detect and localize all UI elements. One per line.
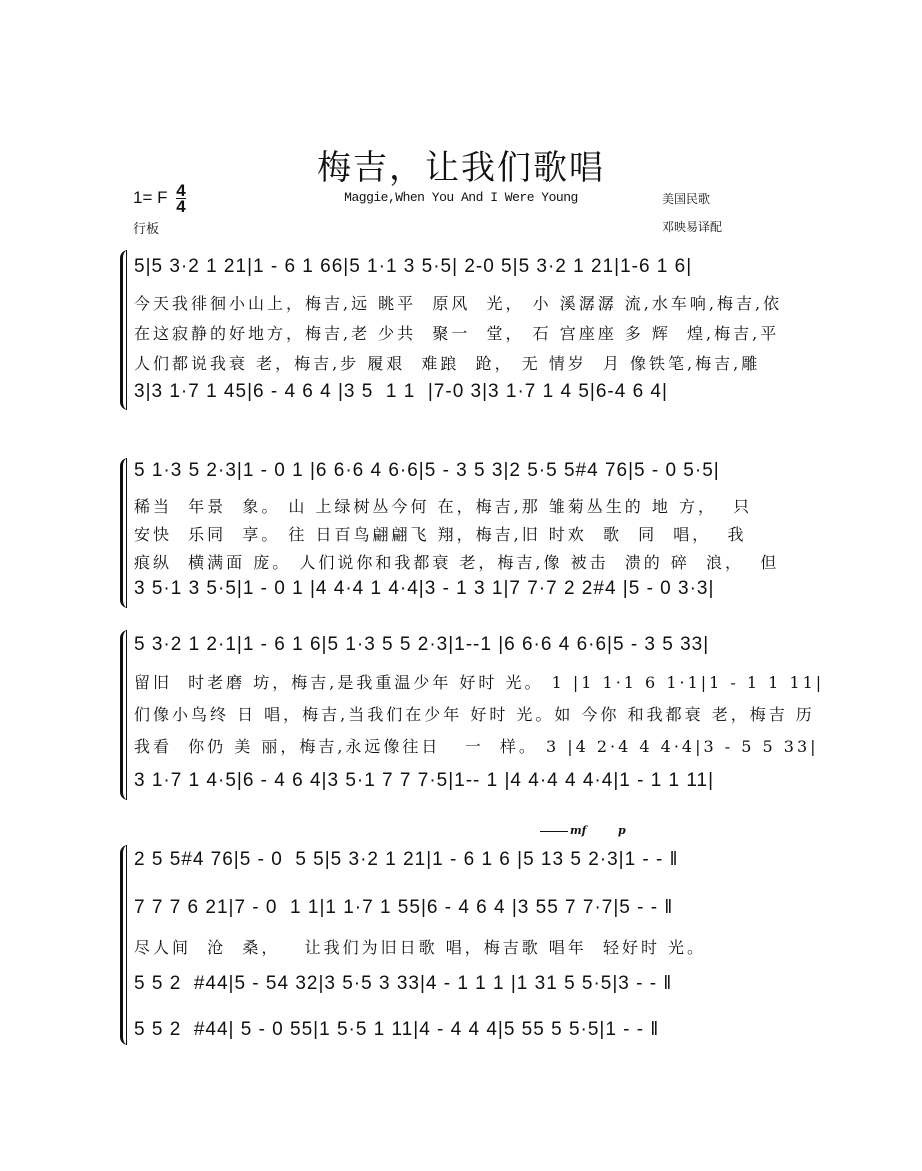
- lyrics-verse-2: 安快 乐同 享。 往 日百鸟翩翩飞 翔，梅吉,旧 时欢 歌 同 唱， 我: [134, 525, 747, 544]
- lyrics-line-1: 留旧 时老磨 坊，梅吉,是我重温少年 好时 光。 1 |1 1·1 6 1·1|1 - 1 1 11|: [134, 673, 825, 692]
- lyrics-verse-3: 人们都说我衰 老，梅吉,步 履艰 难踉 跄， 无 情岁 月 像铁笔,梅吉,雕: [134, 354, 761, 373]
- system-brace: [120, 250, 133, 410]
- system-brace: [120, 458, 133, 608]
- alto-notes: 7 7 7 6 21|7 - 0 1 1|1 1·7 1 55|6 - 4 6 4 |3 55 7 7·7|5 - - ‖: [134, 897, 674, 918]
- soprano-notes: 5 1·3 5 2·3|1 - 0 1 |6 6·6 4 6·6|5 - 3 5 3|2 5·5 5#4 76|5 - 0 5·5|: [134, 460, 720, 481]
- alto-notes: 3|3 1·7 1 45|6 - 4 6 4 |3 5 1 1 |7-0 3|3 1·7 1 4 5|6-4 6 4|: [134, 381, 668, 402]
- time-signature-top: 4: [176, 181, 186, 200]
- system-brace: [120, 845, 133, 1045]
- lyrics-line-3: 我看 你仍 美 丽，梅吉,永远像往日 一 样。 3 |4 2·4 4 4·4|3 - 5 5 33|: [134, 737, 819, 756]
- soprano-notes: 5 3·2 1 2·1|1 - 6 1 6|5 1·3 5 5 2·3|1--1 |6 6·6 4 6·6|5 - 3 5 33|: [134, 634, 710, 655]
- soprano-notes: 2 5 5#4 76|5 - 0 5 5|5 3·2 1 21|1 - 6 1 6 |5 13 5 2·3|1 - - ‖: [134, 849, 679, 870]
- crescendo-hairpin: [540, 831, 568, 832]
- dynamic-p: p: [618, 824, 626, 837]
- score-system-2: [120, 458, 800, 608]
- soprano-notes: 5|5 3·2 1 21|1 - 6 1 66|5 1·1 3 5·5| 2-0 5|5 3·2 1 21|1-6 1 6|: [134, 256, 693, 277]
- song-origin: 美国民歌: [662, 192, 711, 206]
- arranger-credit: 邓映易译配: [662, 220, 723, 234]
- time-signature-bottom: 4: [176, 197, 186, 216]
- score-system-1: [120, 250, 800, 410]
- lyrics-verse-1: 稀当 年景 象。 山 上绿树丛今何 在，梅吉,那 雏菊丛生的 地 方， 只: [134, 497, 753, 516]
- lyrics-line-2: 们像小鸟终 日 唱，梅吉,当我们在少年 好时 光。如 今你 和我都衰 老，梅吉 历: [134, 705, 815, 724]
- tempo-marking: 行板: [133, 222, 160, 237]
- bass-notes: 5 5 2 #44| 5 - 0 55|1 5·5 1 11|4 - 4 4 4|5 55 5 5·5|1 - - ‖: [134, 1019, 660, 1040]
- song-title: 梅吉，让我们歌唱: [317, 148, 605, 188]
- score-system-3: [120, 630, 825, 800]
- lyrics-line: 尽人间 沧 桑， 让我们为旧日歌 唱，梅吉歌 唱年 轻好时 光。: [134, 938, 707, 957]
- tenor-notes: 5 5 2 #44|5 - 54 32|3 5·5 3 33|4 - 1 1 1 |1 31 5 5·5|3 - - ‖: [134, 973, 673, 994]
- alto-notes: 3 5·1 3 5·5|1 - 0 1 |4 4·4 1 4·4|3 - 1 3 1|7 7·7 2 2#4 |5 - 0 3·3|: [134, 578, 715, 599]
- system-brace: [120, 630, 133, 800]
- english-subtitle: Maggie,When You And I Were Young: [344, 190, 578, 205]
- dynamic-mf: mf: [570, 824, 587, 837]
- score-system-4: [120, 845, 800, 1045]
- lyrics-verse-3: 痕纵 横满面 庞。 人们说你和我都衰 老，梅吉,像 被击 溃的 碎 浪， 但: [134, 553, 780, 572]
- lyrics-verse-2: 在这寂静的好地方，梅吉,老 少共 聚一 堂， 石 宫座座 多 辉 煌,梅吉,平: [134, 324, 780, 343]
- alto-notes: 3 1·7 1 4·5|6 - 4 6 4|3 5·1 7 7 7·5|1-- 1 |4 4·4 4 4·4|1 - 1 1 11|: [134, 770, 715, 791]
- key-label: 1= F: [133, 187, 168, 207]
- lyrics-verse-1: 今天我徘徊小山上，梅吉,远 眺平 原风 光， 小 溪潺潺 流,水车响,梅吉,依: [134, 294, 783, 313]
